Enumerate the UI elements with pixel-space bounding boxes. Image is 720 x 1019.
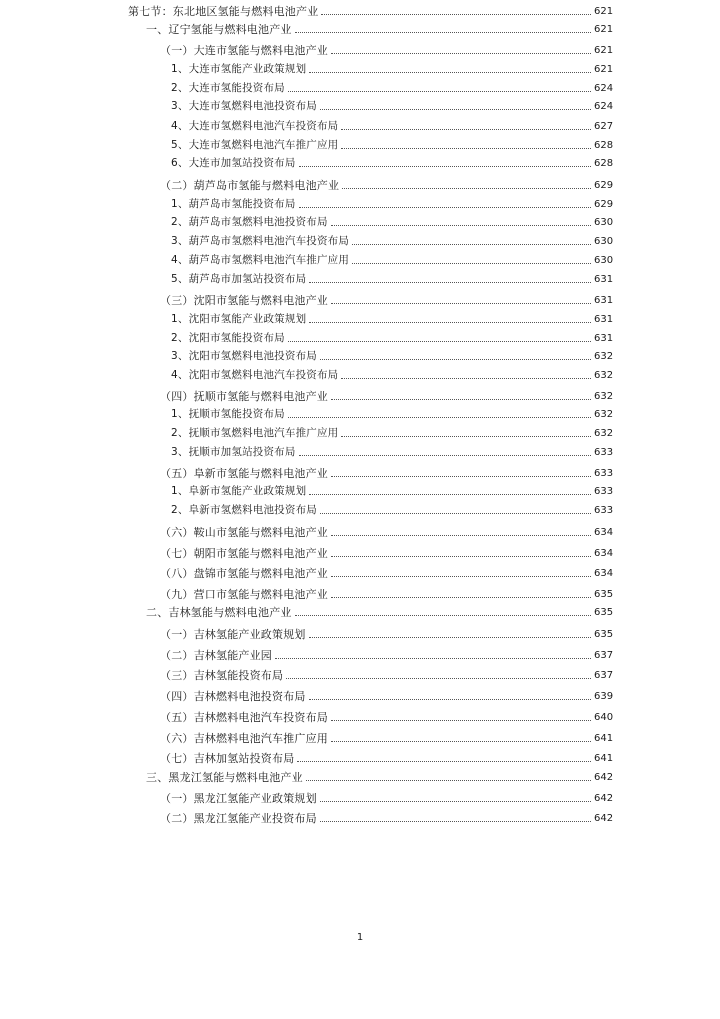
- toc-entry-title: （二）黑龙江氢能产业投资布局: [160, 812, 317, 825]
- toc-leader-dots: [306, 780, 591, 781]
- toc-entry-title: （一）吉林氢能产业政策规划: [160, 628, 306, 641]
- toc-entry-title: （四）吉林燃料电池投资布局: [160, 690, 306, 703]
- toc-entry-page: 630: [594, 255, 614, 266]
- toc-leader-dots: [309, 637, 591, 638]
- toc-entry-page: 624: [594, 101, 614, 112]
- toc-entry-page: 630: [594, 217, 614, 228]
- toc-entry[interactable]: [160, 41, 612, 57]
- toc-entry-page: 637: [594, 650, 614, 661]
- toc-entry-title: 2、大连市氢能投资布局: [171, 82, 285, 94]
- toc-entry-title: （七）朝阳市氢能与燃料电池产业: [160, 547, 328, 560]
- toc-entry[interactable]: [146, 603, 612, 619]
- toc-entry-page: 632: [594, 351, 614, 362]
- toc-leader-dots: [341, 129, 591, 130]
- toc-entry-title: 二、吉林氢能与燃料电池产业: [146, 606, 292, 619]
- toc-leader-dots: [341, 378, 591, 379]
- toc-entry[interactable]: [160, 625, 612, 641]
- toc-entry[interactable]: [171, 501, 612, 517]
- toc-entry-page: 631: [594, 314, 614, 325]
- toc-entry[interactable]: [160, 789, 612, 805]
- toc-leader-dots: [320, 821, 591, 822]
- toc-entry-page: 631: [594, 274, 614, 285]
- toc-leader-dots: [352, 263, 591, 264]
- toc-entry[interactable]: [171, 310, 612, 326]
- toc-leader-dots: [320, 513, 591, 514]
- toc-entry-title: （三）沈阳市氢能与燃料电池产业: [160, 294, 328, 307]
- toc-leader-dots: [320, 359, 591, 360]
- toc-leader-dots: [297, 761, 591, 762]
- toc-entry[interactable]: [160, 585, 612, 601]
- toc-entry-page: 632: [594, 428, 614, 439]
- toc-entry[interactable]: [171, 213, 612, 229]
- toc-entry-page: 632: [594, 370, 614, 381]
- toc-entry-title: 一、辽宁氢能与燃料电池产业: [146, 23, 292, 36]
- toc-entry-title: 1、葫芦岛市氢能投资布局: [171, 198, 296, 210]
- toc-entry-page: 621: [594, 24, 614, 35]
- toc-leader-dots: [295, 32, 591, 33]
- toc-entry-title: 3、沈阳市氢燃料电池投资布局: [171, 350, 317, 362]
- toc-entry-page: 621: [594, 45, 614, 56]
- toc-entry-page: 634: [594, 548, 614, 559]
- toc-leader-dots: [331, 741, 591, 742]
- toc-leader-dots: [331, 556, 591, 557]
- toc-entry-title: 5、大连市氢燃料电池汽车推广应用: [171, 139, 339, 151]
- toc-entry-title: 1、沈阳市氢能产业政策规划: [171, 313, 307, 325]
- toc-entry[interactable]: [171, 405, 612, 421]
- toc-leader-dots: [275, 658, 591, 659]
- toc-leader-dots: [352, 244, 591, 245]
- toc-entry-title: 4、葫芦岛市氢燃料电池汽车推广应用: [171, 254, 350, 266]
- toc-entry[interactable]: [171, 329, 612, 345]
- toc-entry-page: 624: [594, 83, 614, 94]
- toc-entry-title: 2、抚顺市氢燃料电池汽车推广应用: [171, 427, 339, 439]
- toc-entry[interactable]: [128, 2, 612, 18]
- toc-entry-title: 第七节：东北地区氢能与燃料电池产业: [128, 5, 319, 18]
- toc-leader-dots: [299, 455, 591, 456]
- toc-entry[interactable]: [171, 97, 612, 113]
- toc-entry[interactable]: [160, 544, 612, 560]
- toc-leader-dots: [331, 53, 591, 54]
- toc-entry-title: 2、沈阳市氢能投资布局: [171, 332, 285, 344]
- toc-entry-title: （二）吉林氢能产业园: [160, 649, 272, 662]
- toc-entry-title: 3、大连市氢燃料电池投资布局: [171, 100, 317, 112]
- toc-leader-dots: [331, 535, 591, 536]
- toc-entry-title: 三、黑龙江氢能与燃料电池产业: [146, 771, 303, 784]
- toc-leader-dots: [341, 436, 591, 437]
- toc-entry-page: 635: [594, 607, 614, 618]
- toc-leader-dots: [331, 597, 591, 598]
- toc-leader-dots: [331, 399, 591, 400]
- toc-entry-title: （八）盘锦市氢能与燃料电池产业: [160, 567, 328, 580]
- toc-entry-page: 642: [594, 772, 614, 783]
- toc-entry[interactable]: [160, 564, 612, 580]
- toc-entry-page: 633: [594, 486, 614, 497]
- toc-entry-page: 635: [594, 629, 614, 640]
- toc-entry-title: （七）吉林加氢站投资布局: [160, 752, 295, 765]
- toc-entry-title: （五）阜新市氢能与燃料电池产业: [160, 467, 328, 480]
- toc-entry[interactable]: [160, 708, 612, 724]
- toc-entry-title: 5、葫芦岛市加氢站投资布局: [171, 273, 307, 285]
- toc-entry-page: 633: [594, 447, 614, 458]
- toc-entry-page: 640: [594, 712, 614, 723]
- toc-entry-title: 4、大连市氢燃料电池汽车投资布局: [171, 120, 339, 132]
- toc-entry-page: 621: [594, 6, 614, 17]
- toc-leader-dots: [321, 14, 591, 15]
- toc-entry-title: （六）吉林燃料电池汽车推广应用: [160, 732, 328, 745]
- toc-entry-page: 628: [594, 140, 614, 151]
- toc-entry[interactable]: [171, 270, 612, 286]
- toc-entry-page: 634: [594, 568, 614, 579]
- toc-entry-page: 635: [594, 589, 614, 600]
- toc-entry-title: 4、沈阳市氢燃料电池汽车投资布局: [171, 369, 339, 381]
- toc-leader-dots: [320, 801, 591, 802]
- toc-entry-page: 637: [594, 670, 614, 681]
- toc-entry[interactable]: [171, 424, 612, 440]
- toc-entry-page: 633: [594, 505, 614, 516]
- toc-entry-page: 641: [594, 753, 614, 764]
- toc-entry[interactable]: [171, 482, 612, 498]
- toc-leader-dots: [331, 720, 591, 721]
- toc-entry-page: 641: [594, 733, 614, 744]
- toc-entry[interactable]: [171, 347, 612, 363]
- toc-entry[interactable]: [171, 251, 612, 267]
- toc-entry-title: 1、大连市氢能产业政策规划: [171, 63, 307, 75]
- toc-entry[interactable]: [160, 749, 612, 765]
- toc-leader-dots: [331, 576, 591, 577]
- toc-entry[interactable]: [160, 291, 612, 307]
- toc-entry-title: （六）鞍山市氢能与燃料电池产业: [160, 526, 328, 539]
- toc-entry-page: 629: [594, 199, 614, 210]
- toc-entry[interactable]: [171, 443, 612, 459]
- toc-leader-dots: [286, 678, 591, 679]
- toc-entry[interactable]: [171, 366, 612, 382]
- toc-entry[interactable]: [160, 809, 612, 825]
- toc-entry-title: 1、抚顺市氢能投资布局: [171, 408, 285, 420]
- toc-entry-title: 3、抚顺市加氢站投资布局: [171, 446, 296, 458]
- toc-entry-page: 642: [594, 793, 614, 804]
- toc-entry-page: 639: [594, 691, 614, 702]
- toc-entry[interactable]: [160, 687, 612, 703]
- toc-entry-page: 621: [594, 64, 614, 75]
- toc-entry-title: （九）营口市氢能与燃料电池产业: [160, 588, 328, 601]
- toc-leader-dots: [288, 91, 591, 92]
- toc-entry-title: 1、阜新市氢能产业政策规划: [171, 485, 307, 497]
- toc-leader-dots: [309, 282, 591, 283]
- toc-leader-dots: [309, 72, 591, 73]
- toc-entry[interactable]: [146, 20, 612, 36]
- toc-entry[interactable]: [160, 729, 612, 745]
- toc-leader-dots: [320, 109, 591, 110]
- toc-leader-dots: [309, 494, 591, 495]
- toc-entry-title: 2、阜新市氢燃料电池投资布局: [171, 504, 317, 516]
- toc-leader-dots: [342, 188, 591, 189]
- toc-entry-title: 2、葫芦岛市氢燃料电池投资布局: [171, 216, 328, 228]
- toc-entry-title: 6、大连市加氢站投资布局: [171, 157, 296, 169]
- toc-entry[interactable]: [171, 136, 612, 152]
- toc-entry-page: 630: [594, 236, 614, 247]
- toc-entry[interactable]: [160, 666, 612, 682]
- toc-entry[interactable]: [171, 195, 612, 211]
- toc-leader-dots: [299, 166, 591, 167]
- toc-leader-dots: [288, 417, 591, 418]
- toc-entry-page: 631: [594, 295, 614, 306]
- toc-entry-title: （一）大连市氢能与燃料电池产业: [160, 44, 328, 57]
- page-number: 1: [356, 932, 364, 943]
- toc-entry[interactable]: [171, 60, 612, 76]
- toc-entry-page: 628: [594, 158, 614, 169]
- toc-leader-dots: [309, 322, 591, 323]
- toc-entry-title: （四）抚顺市氢能与燃料电池产业: [160, 390, 328, 403]
- toc-entry-page: 632: [594, 409, 614, 420]
- toc-leader-dots: [295, 615, 591, 616]
- toc-entry[interactable]: [146, 768, 612, 784]
- toc-entry[interactable]: [160, 387, 612, 403]
- toc-leader-dots: [288, 341, 591, 342]
- toc-entry[interactable]: [171, 117, 612, 133]
- toc-entry-page: 632: [594, 391, 614, 402]
- toc-entry[interactable]: [160, 464, 612, 480]
- toc-entry-page: 633: [594, 468, 614, 479]
- toc-entry-title: （一）黑龙江氢能产业政策规划: [160, 792, 317, 805]
- toc-entry-title: （二）葫芦岛市氢能与燃料电池产业: [160, 179, 340, 192]
- toc-entry-title: （五）吉林燃料电池汽车投资布局: [160, 711, 328, 724]
- toc-leader-dots: [309, 699, 591, 700]
- toc-entry-page: 634: [594, 527, 614, 538]
- toc-leader-dots: [331, 476, 591, 477]
- toc-leader-dots: [341, 148, 591, 149]
- toc-entry[interactable]: [171, 154, 612, 170]
- toc-entry-title: 3、葫芦岛市氢燃料电池汽车投资布局: [171, 235, 350, 247]
- toc-entry[interactable]: [160, 176, 612, 192]
- toc-entry-page: 631: [594, 333, 614, 344]
- toc-leader-dots: [331, 225, 591, 226]
- toc-leader-dots: [299, 207, 591, 208]
- toc-leader-dots: [331, 303, 591, 304]
- toc-entry[interactable]: [171, 79, 612, 95]
- toc-entry-page: 629: [594, 180, 614, 191]
- toc-entry[interactable]: [160, 646, 612, 662]
- toc-entry-title: （三）吉林氢能投资布局: [160, 669, 284, 682]
- toc-entry[interactable]: [160, 523, 612, 539]
- toc-entry[interactable]: [171, 232, 612, 248]
- toc-entry-page: 642: [594, 813, 614, 824]
- toc-entry-page: 627: [594, 121, 614, 132]
